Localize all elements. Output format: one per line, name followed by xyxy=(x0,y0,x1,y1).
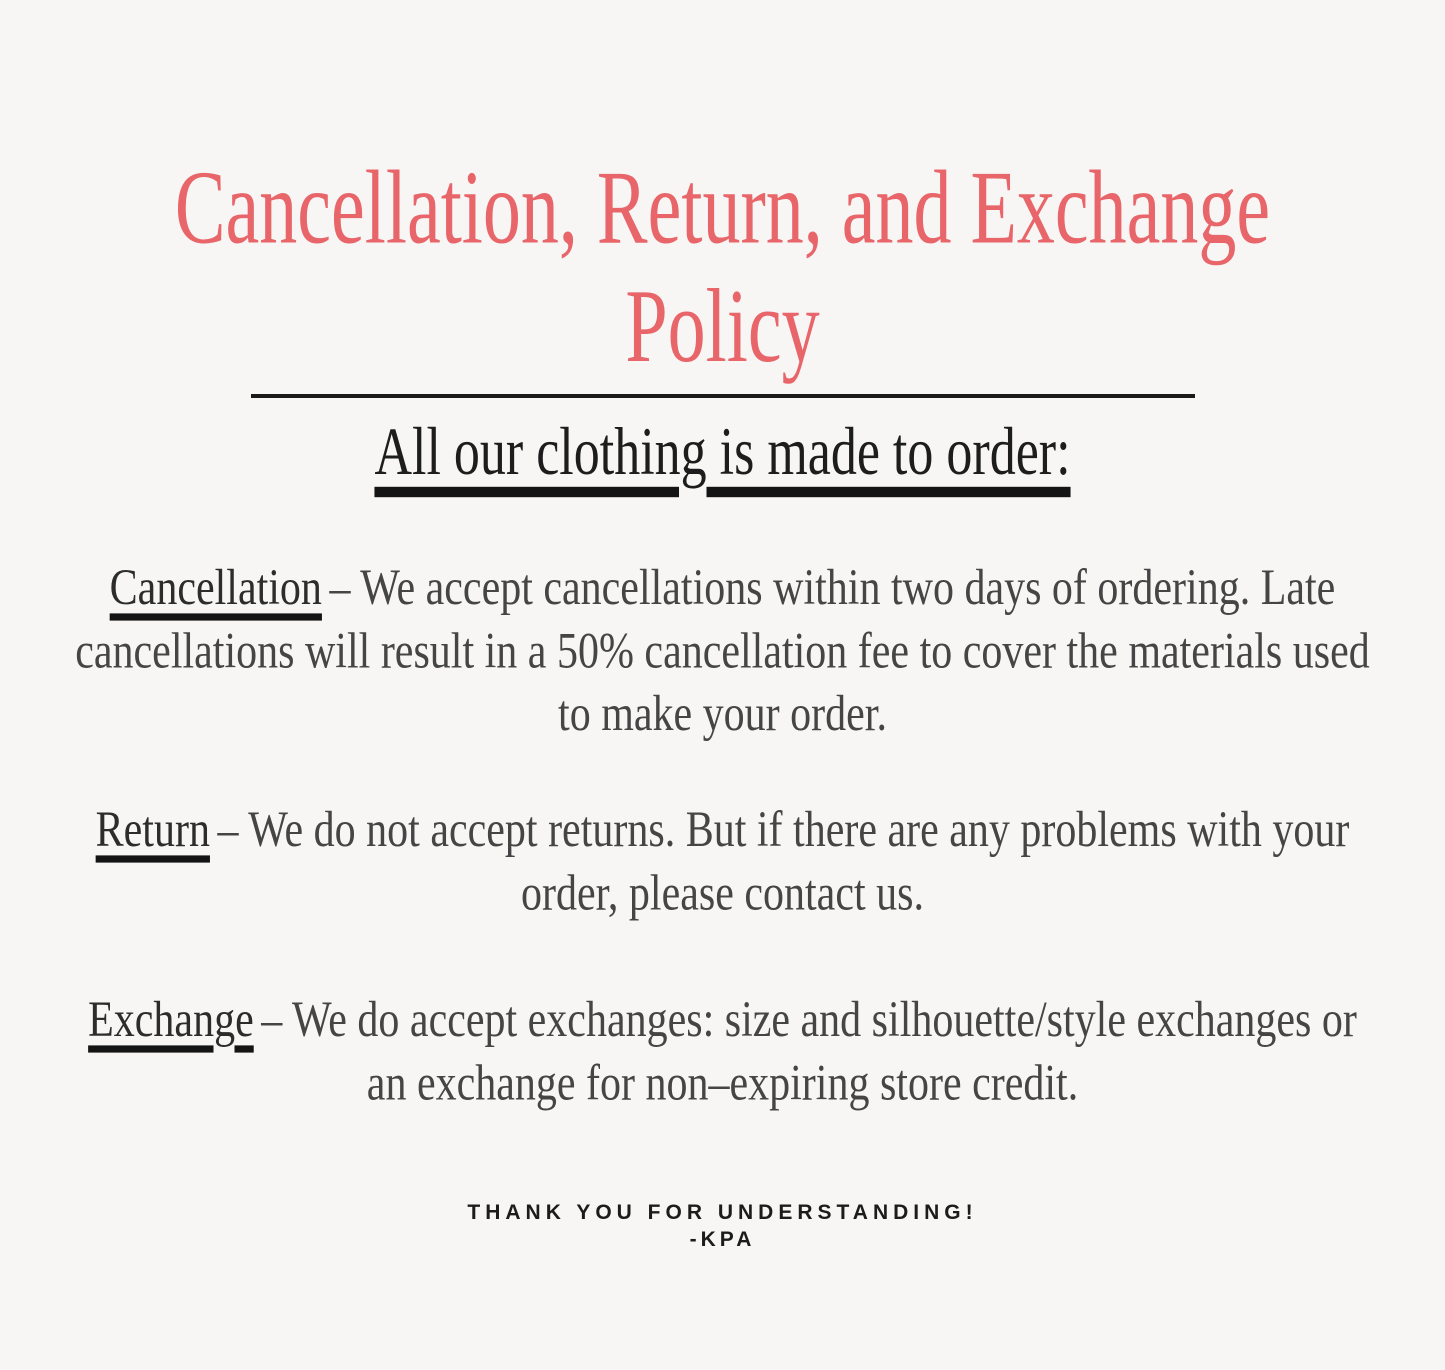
exchange-paragraph xyxy=(68,989,1378,1115)
policy-section-exchange xyxy=(0,989,1445,1117)
policy-section-cancellation xyxy=(0,557,1445,749)
made-to-order-heading-text: All our clothing is made to order: xyxy=(374,415,1071,490)
section-body-exchange: – We do accept exchanges: size and silhouette/style exchanges or an exchange for non–expiring store credit. xyxy=(261,992,1357,1111)
cancellation-paragraph xyxy=(68,557,1378,746)
thank-you-note: THANK YOU FOR UNDERSTANDING! xyxy=(467,1201,978,1224)
subtitle-area xyxy=(0,414,1445,514)
policy-section-return xyxy=(0,799,1445,927)
made-to-order-heading xyxy=(0,414,1445,491)
signature: -KPA xyxy=(689,1228,756,1252)
section-heading-exchange: Exchange xyxy=(88,992,254,1048)
footer xyxy=(0,1199,1445,1254)
page-title-area xyxy=(0,150,1445,394)
title-divider xyxy=(251,394,1195,398)
return-paragraph xyxy=(68,799,1378,925)
page-title xyxy=(0,150,1445,387)
page-title-line-1: Cancellation, Return, and Exchange xyxy=(174,150,1271,266)
page-title-line-2: Policy xyxy=(625,268,820,385)
section-heading-return: Return xyxy=(95,802,210,858)
section-body-return: – We do not accept returns. But if there are any problems with your order, please contact us. xyxy=(217,802,1350,921)
section-heading-cancellation: Cancellation xyxy=(109,560,322,616)
section-body-cancellation: – We accept cancellations within two days of ordering. Late cancellations will result in a 50% cancellation fee to cover the materials used to make your order. xyxy=(75,560,1370,742)
